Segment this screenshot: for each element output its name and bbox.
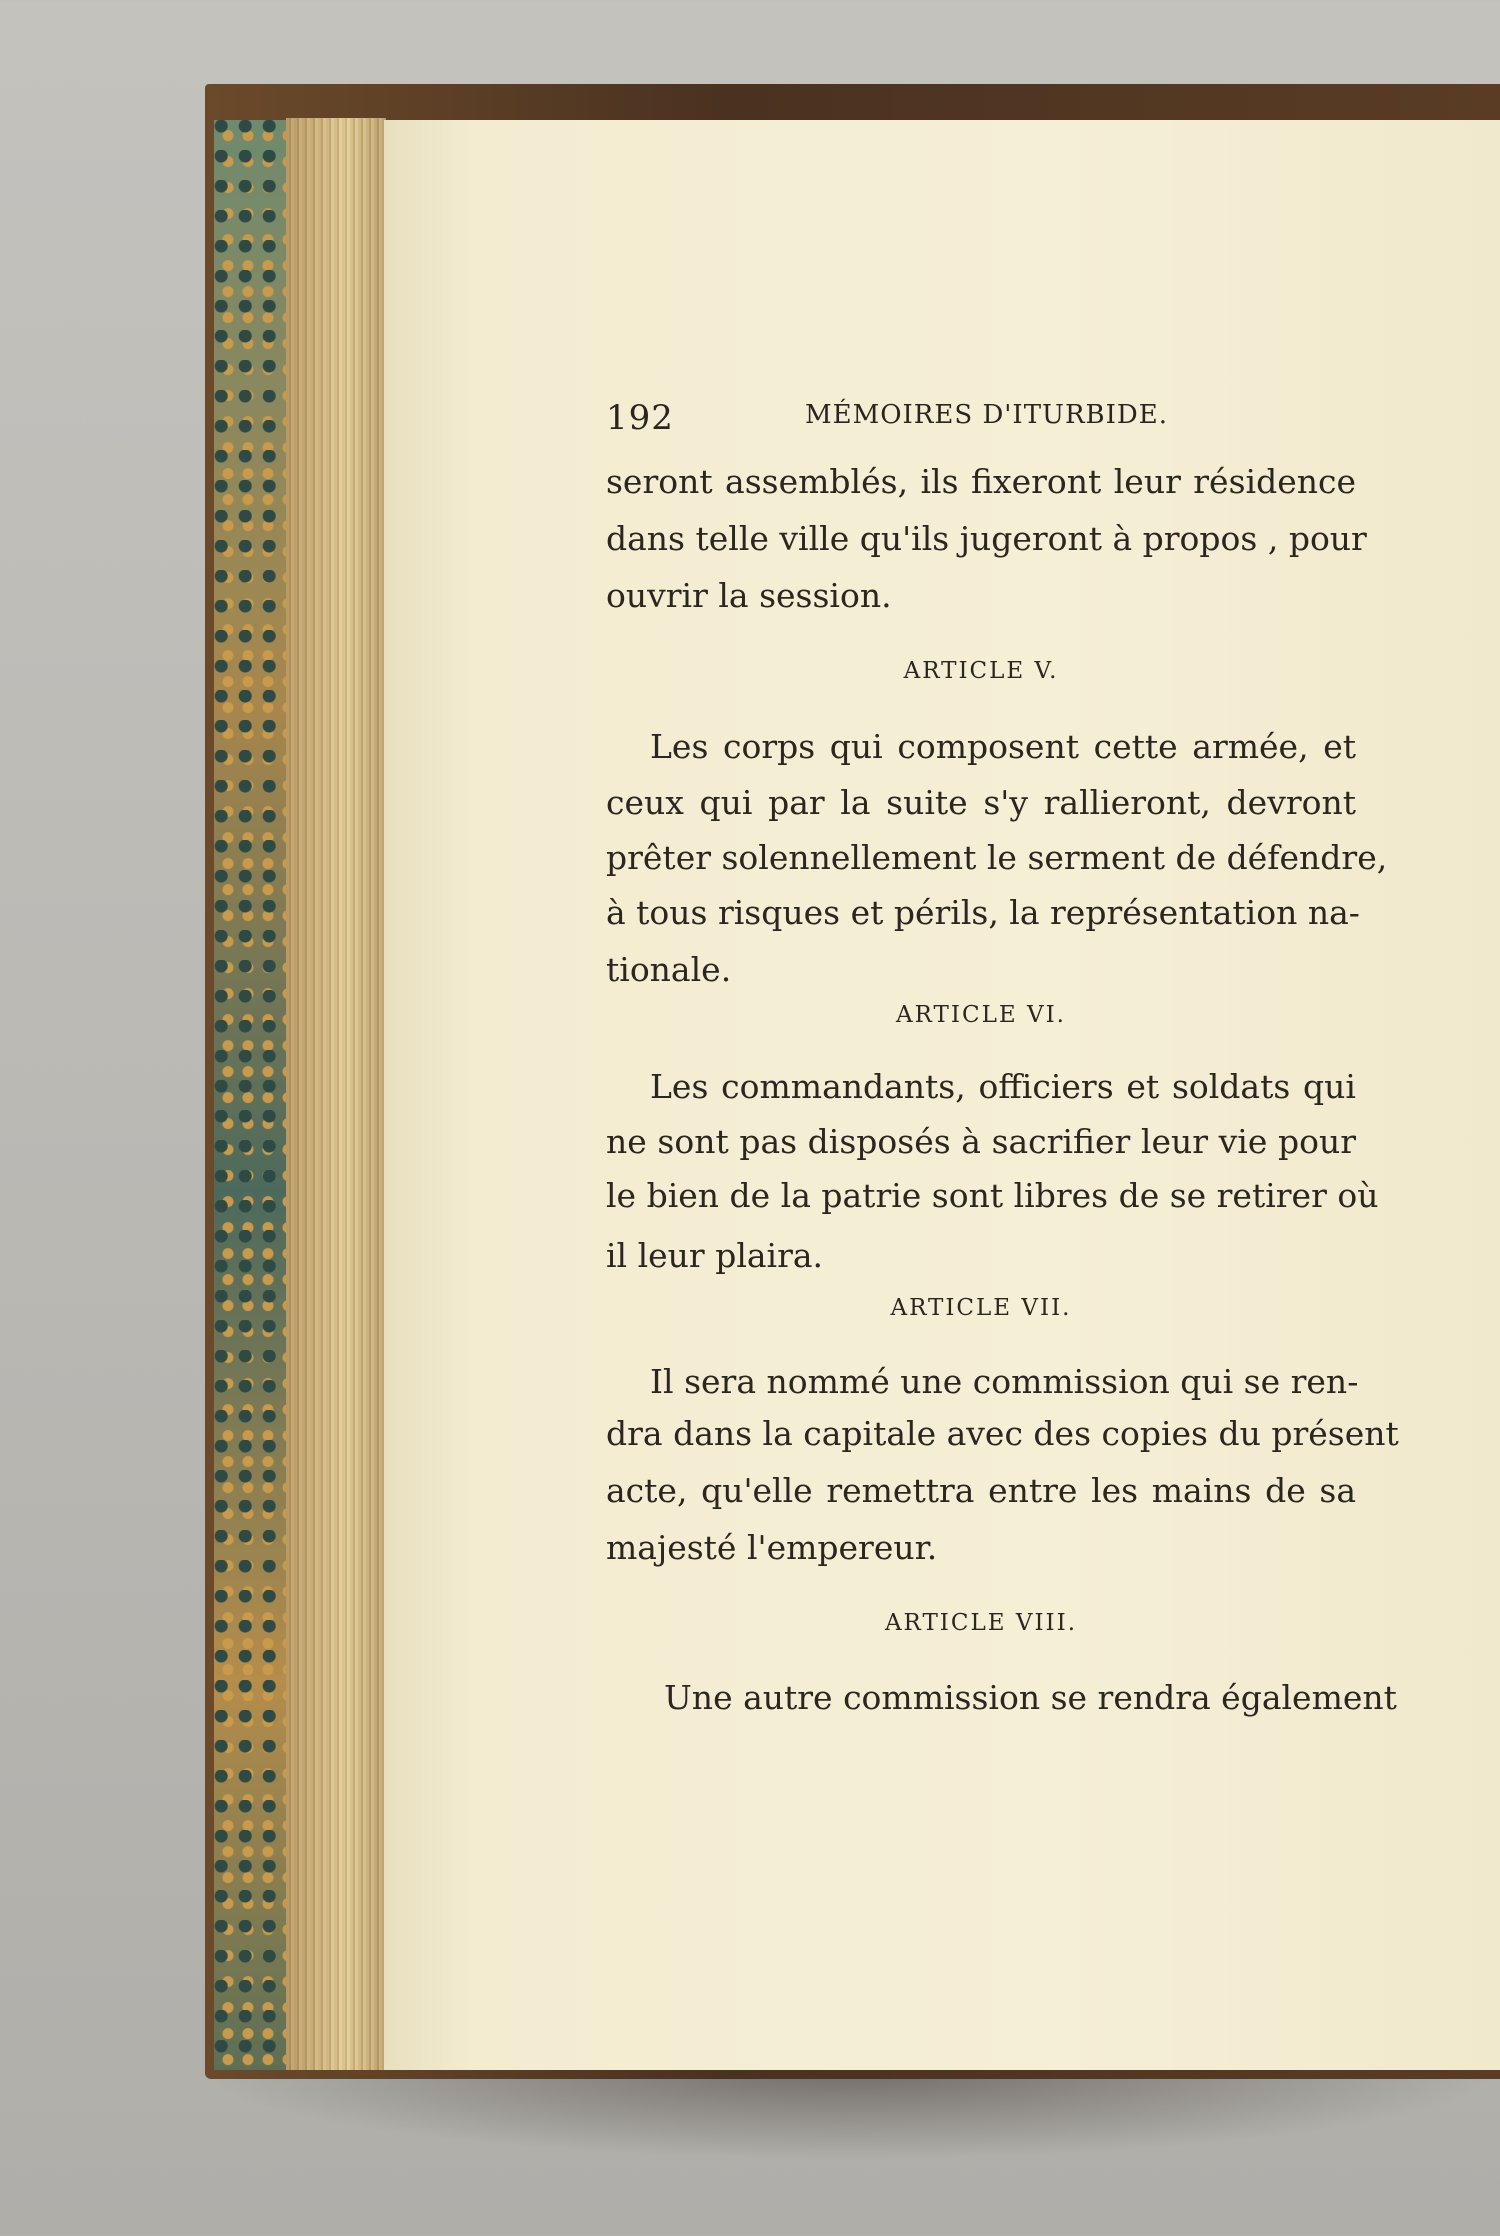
article-heading: ARTICLE VII. bbox=[890, 1295, 1072, 1321]
text-line: ceux qui par la suite s'y rallieront, devront bbox=[606, 783, 1356, 822]
text-line: Les commandants, officiers et soldats qui bbox=[650, 1067, 1356, 1106]
text-line: Les corps qui composent cette armée, et bbox=[650, 727, 1356, 766]
page-edges bbox=[286, 118, 386, 2070]
text-line: acte, qu'elle remettra entre les mains de sa bbox=[606, 1471, 1356, 1510]
marbled-edge bbox=[214, 120, 286, 2070]
text-line: ouvrir la session. bbox=[606, 576, 892, 615]
text-line: à tous risques et périls, la représentation na- bbox=[606, 893, 1360, 932]
text-line: il leur plaira. bbox=[606, 1236, 824, 1275]
article-heading: ARTICLE V. bbox=[903, 658, 1059, 684]
text-line: prêter solennellement le serment de défendre, bbox=[606, 838, 1388, 877]
text-line: le bien de la patrie sont libres de se retirer où bbox=[606, 1176, 1379, 1215]
text-line: tionale. bbox=[606, 950, 732, 989]
article-heading: ARTICLE VI. bbox=[896, 1002, 1066, 1028]
book-shadow bbox=[200, 2070, 1500, 2160]
text-line: ne sont pas disposés à sacrifier leur vie pour bbox=[606, 1122, 1356, 1161]
text-line: dra dans la capitale avec des copies du présent bbox=[606, 1414, 1399, 1453]
text-line: Une autre commission se rendra également bbox=[664, 1678, 1397, 1717]
running-title: MÉMOIRES D'ITURBIDE. bbox=[805, 400, 1169, 430]
text-line: Il sera nommé une commission qui se ren- bbox=[650, 1362, 1359, 1401]
article-heading: ARTICLE VIII. bbox=[884, 1610, 1078, 1636]
text-line: dans telle ville qu'ils jugeront à propos , pour bbox=[606, 519, 1367, 558]
text-line: seront assemblés, ils fixeront leur résidence bbox=[606, 462, 1356, 501]
text-line: majesté l'empereur. bbox=[606, 1528, 938, 1567]
page-number: 192 bbox=[606, 398, 674, 438]
